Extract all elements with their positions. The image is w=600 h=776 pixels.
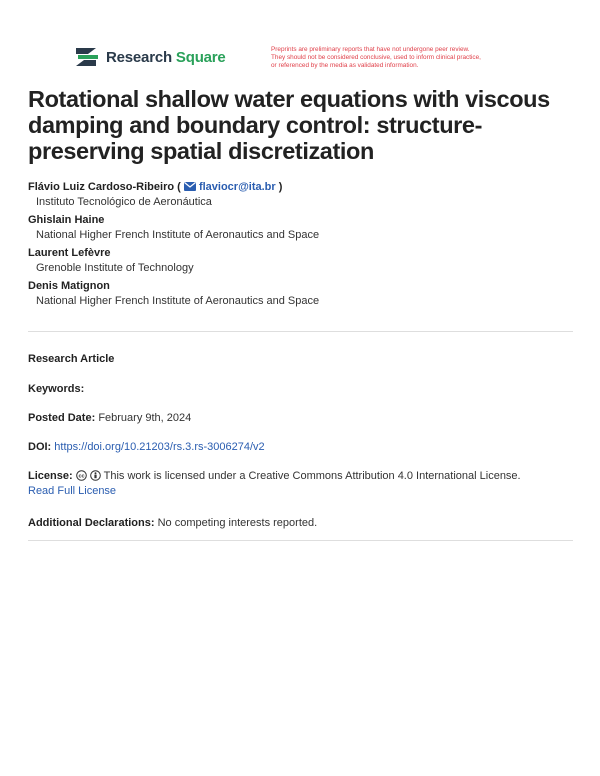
author-name: Laurent Lefèvre <box>28 247 111 259</box>
declarations-label: Additional Declarations: <box>28 517 155 529</box>
disclaimer-line: They should not be considered conclusive, used to inform clinical practice, <box>271 54 481 62</box>
posted-date-label: Posted Date: <box>28 412 96 424</box>
author-affiliation: National Higher French Institute of Aeronautics and Space <box>36 229 320 241</box>
author-name: Ghislain Haine <box>28 214 105 226</box>
email-paren: ( <box>177 181 181 193</box>
svg-text:cc: cc <box>78 473 85 480</box>
research-square-logo[interactable] <box>74 46 226 68</box>
author-entry <box>28 213 573 243</box>
keywords <box>28 382 573 397</box>
license <box>28 469 573 499</box>
envelope-icon <box>184 182 196 191</box>
article-type <box>28 352 573 367</box>
disclaimer-line: Preprints are preliminary reports that have not undergone peer review. <box>271 46 470 53</box>
author-affiliation: National Higher French Institute of Aeronautics and Space <box>36 295 320 307</box>
author-name: Flávio Luiz Cardoso-Ribeiro <box>28 181 175 193</box>
posted-date <box>28 411 573 426</box>
divider <box>28 540 573 541</box>
read-full-license-link[interactable]: Read Full License <box>28 485 117 497</box>
article-type-value: Research Article <box>28 353 115 365</box>
author-name: Denis Matignon <box>28 280 110 292</box>
doi-link[interactable]: https://doi.org/10.21203/rs.3.rs-3006274/v2 <box>54 441 265 453</box>
author-list <box>28 180 573 312</box>
disclaimer-line: or referenced by the media as validated information. <box>271 62 419 70</box>
author-affiliation: Instituto Tecnológico de Aeronáutica <box>36 196 212 208</box>
author-entry <box>28 246 573 276</box>
author-entry <box>28 180 573 210</box>
doi-label: DOI: <box>28 441 52 453</box>
declarations-text: No competing interests reported. <box>157 517 318 529</box>
keywords-label: Keywords: <box>28 383 85 395</box>
research-square-logo-icon <box>74 46 100 68</box>
author-entry <box>28 279 573 309</box>
email-paren: ) <box>278 181 283 193</box>
logo-text: Research Square <box>106 48 226 66</box>
license-text: This work is licensed under a Creative Commons Attribution 4.0 International License. <box>103 470 521 482</box>
creative-commons-icon <box>76 470 87 481</box>
divider <box>28 331 573 332</box>
doi <box>28 440 573 455</box>
attribution-icon <box>90 470 101 481</box>
author-affiliation: Grenoble Institute of Technology <box>36 262 194 274</box>
license-label: License: <box>28 470 73 482</box>
paper-title: Rotational shallow water equations with viscous damping and boundary control: structure-preserving spatial discretization <box>28 86 550 164</box>
posted-date-value: February 9th, 2024 <box>98 412 192 424</box>
author-email-link[interactable]: flaviocr@ita.br <box>198 181 276 193</box>
additional-declarations <box>28 516 573 531</box>
preprint-disclaimer <box>271 46 541 71</box>
header <box>74 46 544 76</box>
